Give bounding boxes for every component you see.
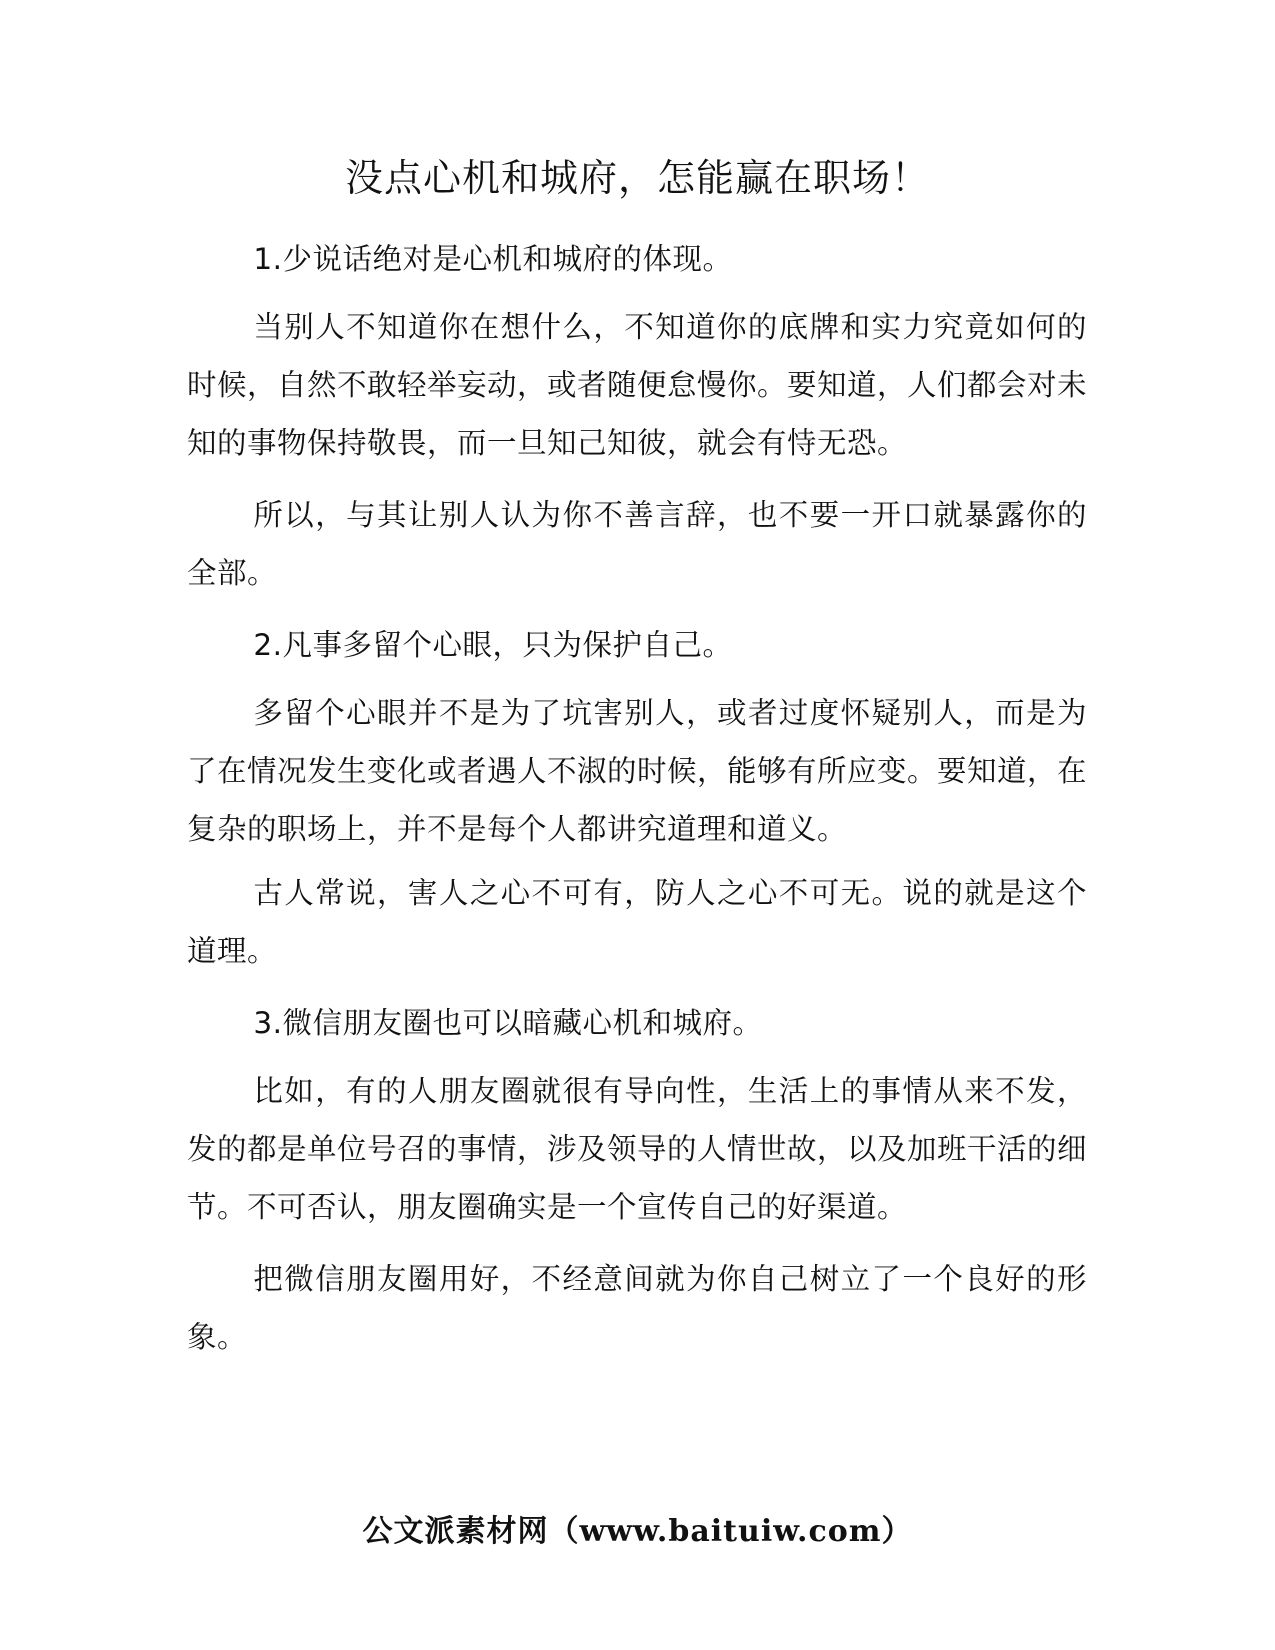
- paragraph: 比如，有的人朋友圈就很有导向性，生活上的事情从来不发，发的都是单位号召的事情，涉及领导的人情世故，以及加班干活的细节。不可否认，朋友圈确实是一个宣传自己的好渠道。: [187, 1074, 1088, 1224]
- source-footer: 公文派素材网（www.baituiw.com）: [362, 1514, 913, 1549]
- paragraph: 古人常说，害人之心不可有，防人之心不可无。说的就是这个道理。: [187, 876, 1087, 968]
- section-heading-1: 1.少说话绝对是心机和城府的体现。: [253, 242, 733, 276]
- section-heading-2: 2.凡事多留个心眼，只为保护自己。: [253, 628, 733, 662]
- document-title: 没点心机和城府，怎能赢在职场！: [344, 156, 930, 200]
- paragraph: 多留个心眼并不是为了坑害别人，或者过度怀疑别人，而是为了在情况发生变化或者遇人不淑的时候，能够有所应变。要知道，在复杂的职场上，并不是每个人都讲究道理和道义。: [187, 696, 1088, 846]
- paragraph: 当别人不知道你在想什么，不知道你的底牌和实力究竟如何的时候，自然不敢轻举妄动，或者随便怠慢你。要知道，人们都会对未知的事物保持敬畏，而一旦知己知彼，就会有恃无恐。: [187, 310, 1088, 460]
- paragraph: 所以，与其让别人认为你不善言辞，也不要一开口就暴露你的全部。: [187, 498, 1087, 590]
- section-heading-3: 3.微信朋友圈也可以暗藏心机和城府。: [253, 1006, 763, 1040]
- document-body: [187, 230, 1087, 1380]
- paragraph: 把微信朋友圈用好，不经意间就为你自己树立了一个良好的形象。: [187, 1262, 1087, 1354]
